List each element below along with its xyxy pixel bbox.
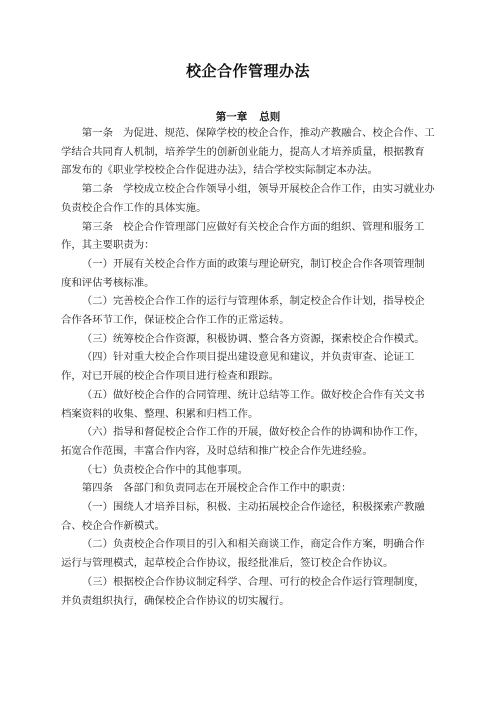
paragraph-text: （三）统筹校企合作资源，积极协调、整合各方资源，探索校企合作模式。 (81, 332, 425, 345)
article-label: 第四条 (81, 482, 113, 495)
document-title: 校企合作管理办法 (185, 62, 310, 80)
paragraph-text: 为促进、规范、保障学校的校企合作，推动产教融合、校企合作、工学结合共同育人机制，培养学生的创新创业能力，提高人才培养质量，根据教育部发布的《职业学校校企合作促进办法》，结合学校实际制定本办法。 (61, 127, 435, 177)
paragraph-text: 校企合作管理部门应做好有关校企合作方面的组织、管理和服务工作，其主要职责为： (61, 220, 425, 252)
paragraph-text: （五）做好校企合作的合同管理、统计总结等工作。做好校企合作有关文书档案资料的收集、整理、积累和归档工作。 (61, 388, 425, 420)
paragraph-text: （一）围绕人才培养目标，积极、主动拓展校企合作途径，积极探索产教融合、校企合作新模式。 (61, 501, 425, 532)
paragraph-text: 学校成立校企合作领导小组，领导开展校企合作工作，由实习就业办负责校企合作工作的具体实施。 (61, 183, 435, 214)
list-paragraph (61, 348, 435, 385)
article-paragraph (61, 218, 435, 255)
article-paragraph (61, 180, 435, 217)
list-paragraph (61, 423, 435, 460)
article-paragraph (61, 124, 435, 180)
article-paragraph (61, 479, 435, 498)
article-label: 第一条 (81, 127, 113, 139)
list-paragraph (61, 573, 435, 610)
list-paragraph (61, 535, 435, 572)
paragraph-text: （四）针对重大校企合作项目提出建设意见和建议，并负责审查、论证工作，对已开展的校企合作项目进行检查和跟踪。 (61, 351, 415, 383)
paragraph-text: （二）完善校企合作工作的运行与管理体系，制定校企合作计划，指导校企合作各环节工作，保证校企合作工作的正常运转。 (61, 295, 425, 327)
paragraph-text: （一）开展有关校企合作方面的政策与理论研究，制订校企合作各项管理制度和评估考核标准。 (61, 257, 425, 289)
chapter-heading (0, 109, 496, 124)
list-paragraph (61, 461, 435, 480)
paragraph-text: （三）根据校企合作协议制定科学、合理、可行的校企合作运行管理制度，并负责组织执行，确保校企合作协议的切实履行。 (61, 575, 425, 607)
article-label: 第三条 (81, 220, 113, 233)
list-paragraph (61, 292, 435, 329)
list-paragraph (61, 255, 435, 292)
paragraph-text: （二）负责校企合作项目的引入和相关商谈工作，商定合作方案，明确合作运行与管理模式，起草校企合作协议，报经批准后，签订校企合作协议。 (61, 538, 425, 570)
paragraph-text: （六）指导和督促校企合作工作的开展，做好校企合作的协调和协作工作，拓宽合作范围，丰富合作内容，及时总结和推广校企合作先进经验。 (61, 426, 425, 457)
chapter-name: 总则 (259, 111, 281, 123)
article-label: 第二条 (81, 183, 113, 196)
paragraph-text: （七）负责校企合作中的其他事项。 (81, 463, 249, 476)
list-paragraph (61, 498, 435, 535)
document-body (61, 124, 435, 610)
paragraph-text: 各部门和负责同志在开展校企合作工作中的职责： (122, 482, 352, 495)
list-paragraph (61, 330, 435, 349)
chapter-number: 第一章 (215, 111, 248, 123)
list-paragraph (61, 386, 435, 423)
